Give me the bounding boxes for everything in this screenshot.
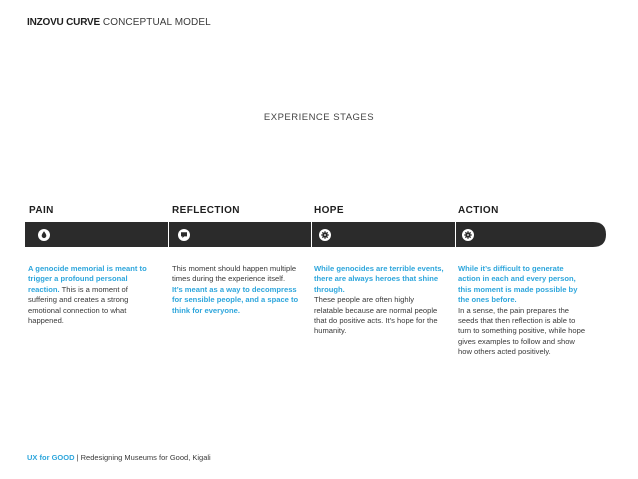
stage-description-action [458, 264, 588, 358]
header [27, 17, 211, 28]
description-text: In a sense, the pain prepares the seeds that then reflection is able to turn to something positive, while hope gives examples to follow and show how others acted positively. [458, 305, 586, 357]
stage-label-action: ACTION [458, 205, 499, 216]
stage-label-pain: PAIN [29, 205, 54, 216]
stage-label-reflection: REFLECTION [172, 205, 240, 216]
gear-icon [319, 229, 331, 241]
description-highlight: While it’s difficult to generate action in each and every person, this moment is made possible by the ones before. [458, 264, 578, 305]
stages-bar [25, 222, 606, 247]
footer-separator: | [74, 453, 81, 462]
speech-bubble-icon [178, 229, 190, 241]
gear-icon [462, 229, 474, 241]
footer-brand: UX for GOOD [27, 453, 75, 462]
stage-description-hope [314, 264, 444, 337]
stage-description-reflection [172, 264, 302, 316]
description-highlight: While genocides are terrible events, there are always heroes that shine through. [314, 264, 444, 294]
stage-description-pain [28, 264, 158, 326]
description-highlight: It’s meant as a way to decompress for sensible people, and a space to think for everyone. [172, 284, 299, 315]
description-text: This moment should happen multiple times during the experience itself. [172, 264, 297, 284]
header-subtitle: CONCEPTUAL MODEL [102, 17, 211, 28]
section-title: EXPERIENCE STAGES [263, 112, 375, 123]
description-highlight: A genocide memorial is meant to trigger a profound personal reaction. [28, 264, 147, 294]
description-text: This is a moment of suffering and creates a strong emotional connection to what happened. [28, 284, 129, 326]
bar-shape [25, 222, 606, 247]
drop-icon [38, 229, 50, 241]
footer [27, 453, 211, 462]
header-brand: INZOVU CURVE [27, 17, 100, 28]
description-text: These people are often highly relatable because are normal people that do positive acts. It’s hope for the humanity. [314, 295, 438, 336]
stage-label-hope: HOPE [314, 205, 344, 216]
footer-text: Redesigning Museums for Good, Kigali [80, 453, 211, 462]
